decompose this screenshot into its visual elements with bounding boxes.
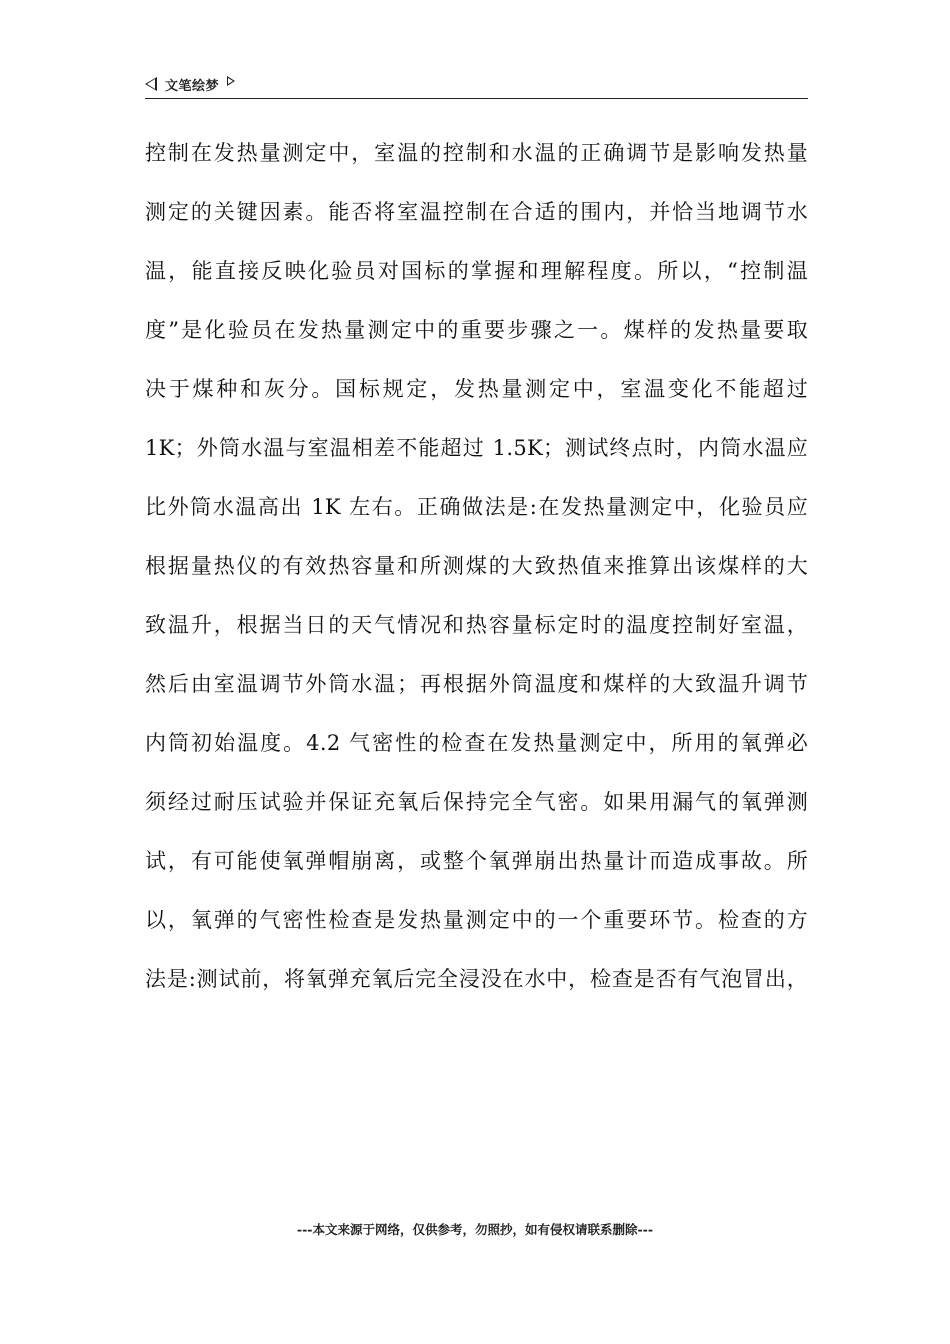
text-line: 试，有可能使氧弹帽崩离，或整个氧弹崩出热量计而造成事故。所 (145, 849, 808, 873)
triangle-left-icon (145, 77, 157, 91)
footer-notice: ---本文来源于网络，仅供参考，勿照抄，如有侵权请联系删除--- (296, 1222, 654, 1237)
text-line: 内筒初始温度。4.2 气密性的检查在发热量测定中，所用的氧弹必 (145, 731, 808, 755)
text-line: 然后由室温调节外筒水温；再根据外筒温度和煤样的大致温升调节 (145, 672, 808, 696)
text-line: 须经过耐压试验并保证充氧后保持完全气密。如果用漏气的氧弹测 (145, 790, 808, 814)
text-line: 度”是化验员在发热量测定中的重要步骤之一。煤样的发热量要取 (145, 318, 808, 342)
text-line: 以，氧弹的气密性检查是发热量测定中的一个重要环节。检查的方 (145, 908, 808, 932)
text-line: 控制在发热量测定中，室温的控制和水温的正确调节是影响发热量 (145, 141, 808, 165)
text-line: 测定的关键因素。能否将室温控制在合适的围内，并恰当地调节水 (145, 200, 808, 224)
text-line: 决于煤种和灰分。国标规定，发热量测定中，室温变化不能超过 (145, 377, 808, 401)
page-header (145, 70, 808, 99)
text-line: 致温升，根据当日的天气情况和热容量标定时的温度控制好室温， (145, 613, 808, 637)
text-line: 法是:测试前，将氧弹充氧后完全浸没在水中，检查是否有气泡冒出， (145, 967, 808, 991)
text-line: 比外筒水温高出 1K 左右。正确做法是:在发热量测定中，化验员应 (145, 495, 808, 519)
body-text (145, 124, 808, 1009)
text-line: 根据量热仪的有效热容量和所测煤的大致热值来推算出该煤样的大 (145, 554, 808, 578)
text-line: 1K；外筒水温与室温相差不能超过 1.5K；测试终点时，内筒水温应 (145, 436, 808, 460)
triangle-right-icon (227, 76, 235, 86)
text-line: 温，能直接反映化验员对国标的掌握和理解程度。所以，“控制温 (145, 259, 808, 283)
header-title: 文笔绘梦 (165, 78, 220, 94)
